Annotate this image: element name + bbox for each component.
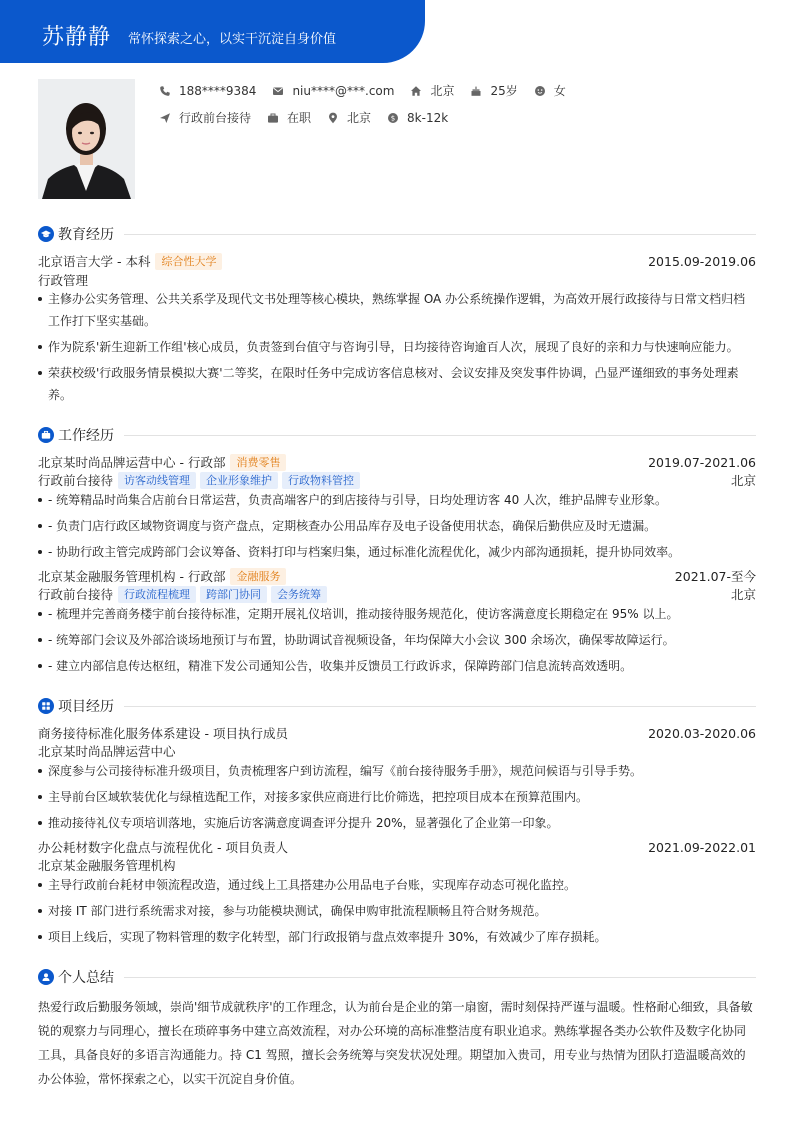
section-title: 项目经历 [58, 699, 114, 715]
project-section-header [38, 696, 756, 716]
salary-info: $ 8k-12k [387, 111, 448, 125]
list-item: 主导行政前台耗材申领流程改造，通过线上工具搭建办公用品电子台账，实现库存动态可视化监控。 [38, 874, 756, 896]
list-item: 主导前台区域软装优化与绿植选配工作，对接多家供应商进行比价筛选，把控项目成本在预算范围内。 [38, 786, 756, 808]
contact-info-row [159, 82, 582, 99]
section-title: 工作经历 [58, 428, 114, 444]
skill-tag: 跨部门协同 [200, 586, 267, 603]
candidate-slogan: 常怀探索之心，以实干沉淀自身价值 [128, 32, 337, 47]
list-item: - 梳理并完善商务楼宇前台接待标准，定期开展礼仪培训，推动接待服务规范化，使访客满意度长期稳定在 95% 以上。 [38, 603, 756, 625]
list-item: 作为院系'新生迎新工作组'核心成员，负责签到台值守与咨询引导，日均接待咨询逾百人次，展现了良好的亲和力与快速响应能力。 [38, 336, 756, 358]
project-org: 北京某金融服务管理机构 [38, 858, 176, 873]
skill-tag: 行政物料管控 [282, 472, 360, 489]
work-date: 2021.07-至今 [674, 569, 756, 584]
work-position-row [38, 471, 756, 489]
user-icon [38, 969, 54, 985]
list-item: 对接 IT 部门进行系统需求对接，参与功能模块测试，确保申购审批流程顺畅且符合财务规范。 [38, 900, 756, 922]
svg-text:$: $ [390, 114, 396, 123]
mail-icon [272, 85, 284, 97]
briefcase-icon [38, 427, 54, 443]
summary-text: 热爱行政后勤服务领域，崇尚'细节成就秩序'的工作理念，认为前台是企业的第一扇窗，需时刻保持严谨与温暖。性格耐心细致，具备敏锐的观察力与同理心，擅长在琐碎事务中建立高效流程，对办公环境的高标准整洁度有职业追求。熟练掌握各类办公软件及数字化协同工具，具备良好的多语言沟通能力。持 C1 驾照，擅长会务统筹与突发状况处理。期望加入贵司，用专业与热情为团队打造温暖高效的办公体验，常怀探索之心，以实干沉淀自身价值。 [38, 1000, 753, 1086]
project-date: 2021.09-2022.01 [648, 839, 756, 855]
money-icon [387, 112, 399, 124]
job-intent-row [159, 109, 464, 126]
list-item: - 协助行政主管完成跨部门会议筹备、资料打印与档案归集，通过标准化流程优化，减少内部沟通损耗，提升协同效率。 [38, 541, 756, 563]
briefcase-icon [267, 112, 279, 124]
project-title: 办公耗材数字化盘点与流程优化 - 项目负责人 [38, 840, 288, 855]
gender-info: 女 [534, 82, 566, 99]
phone-icon [159, 85, 171, 97]
list-item: - 统筹精品时尚集合店前台日常运营，负责高端客户的到店接待与引导，日均处理访客 40 人次，维护品牌专业形象。 [38, 489, 756, 511]
list-item: - 负责门店行政区域物资调度与资产盘点，定期核查办公用品库存及电子设备使用状态，确保后勤供应及时无遗漏。 [38, 515, 756, 537]
project-org: 北京某时尚品牌运营中心 [38, 744, 176, 759]
target-city-info: 北京 [327, 109, 371, 126]
skill-tag: 行政流程梳理 [118, 586, 196, 603]
list-item: 荣获校级'行政服务情景模拟大赛'二等奖，在限时任务中完成访客信息核对、会议安排及突发事件协调，凸显严谨细致的事务处理素养。 [38, 362, 756, 406]
skill-tag: 企业形象维护 [200, 472, 278, 489]
list-item: 推动接待礼仪专项培训落地，实施后访客满意度调查评分提升 20%，显著强化了企业第一印象。 [38, 812, 756, 834]
list-item: 深度参与公司接待标准升级项目，负责梳理客户到访流程，编写《前台接待服务手册》，规范问候语与引导手势。 [38, 760, 756, 782]
skill-tag: 访客动线管理 [118, 472, 196, 489]
project-title: 商务接待标准化服务体系建设 - 项目执行成员 [38, 726, 288, 741]
school-degree: 北京语言大学 - 本科 [38, 254, 151, 269]
location-pin-icon [327, 112, 339, 124]
education-section-header [38, 224, 756, 244]
email-info: niu****@***.com [272, 84, 394, 98]
list-item: 主修办公实务管理、公共关系学及现代文书处理等核心模块，熟练掌握 OA 办公系统操作逻辑，为高效开展行政接待与日常文档归档工作打下坚实基础。 [38, 288, 756, 332]
age-info: 25岁 [470, 82, 517, 99]
residence-info: 北京 [410, 82, 454, 99]
phone-info: 188****9384 [159, 84, 256, 98]
industry-badge: 金融服务 [230, 568, 286, 585]
section-divider [124, 234, 756, 235]
section-divider [124, 435, 756, 436]
list-item: 项目上线后，实现了物料管理的数字化转型，部门行政报销与盘点效率提升 30%，有效减少了库存损耗。 [38, 926, 756, 948]
summary-section-header [38, 967, 756, 987]
company-department: 北京某金融服务管理机构 - 行政部 [38, 569, 226, 584]
target-position-info: 行政前台接待 [159, 109, 251, 126]
company-department: 北京某时尚品牌运营中心 - 行政部 [38, 455, 226, 470]
list-item: - 建立内部信息传达枢纽，精准下发公司通知公告，收集并反馈员工行政诉求，保障跨部门信息流转高效透明。 [38, 655, 756, 677]
section-title: 教育经历 [58, 227, 114, 243]
position-title: 行政前台接待 [38, 473, 114, 488]
skill-tag: 会务统筹 [271, 586, 327, 603]
graduation-cap-icon [38, 226, 54, 242]
work-city: 北京 [730, 473, 756, 488]
school-type-badge: 综合性大学 [155, 253, 222, 270]
section-title: 个人总结 [58, 970, 114, 986]
job-status-info: 在职 [267, 109, 311, 126]
project-date: 2020.03-2020.06 [648, 725, 756, 741]
work-section-header [38, 425, 756, 445]
work-position-row [38, 585, 756, 603]
grid-icon [38, 698, 54, 714]
avatar [38, 79, 135, 199]
education-date: 2015.09-2019.06 [648, 253, 756, 269]
education-major: 行政管理 [38, 273, 89, 288]
work-date: 2019.07-2021.06 [648, 454, 756, 470]
project-entry-header [38, 838, 756, 856]
work-city: 北京 [730, 587, 756, 602]
send-icon [159, 112, 171, 124]
face-icon [534, 85, 546, 97]
list-item: - 统筹部门会议及外部洽谈场地预订与布置，协助调试音视频设备，年均保障大小会议 300 余场次，确保零故障运行。 [38, 629, 756, 651]
section-divider [124, 977, 756, 978]
work-entry-header [38, 453, 756, 471]
project-entry-header [38, 724, 756, 742]
candidate-name: 苏静静 [42, 25, 112, 50]
position-title: 行政前台接待 [38, 587, 114, 602]
education-entry-header [38, 252, 756, 270]
industry-badge: 消费零售 [230, 454, 286, 471]
cake-icon [470, 85, 482, 97]
home-icon [410, 85, 422, 97]
work-entry-header [38, 567, 756, 585]
section-divider [124, 706, 756, 707]
